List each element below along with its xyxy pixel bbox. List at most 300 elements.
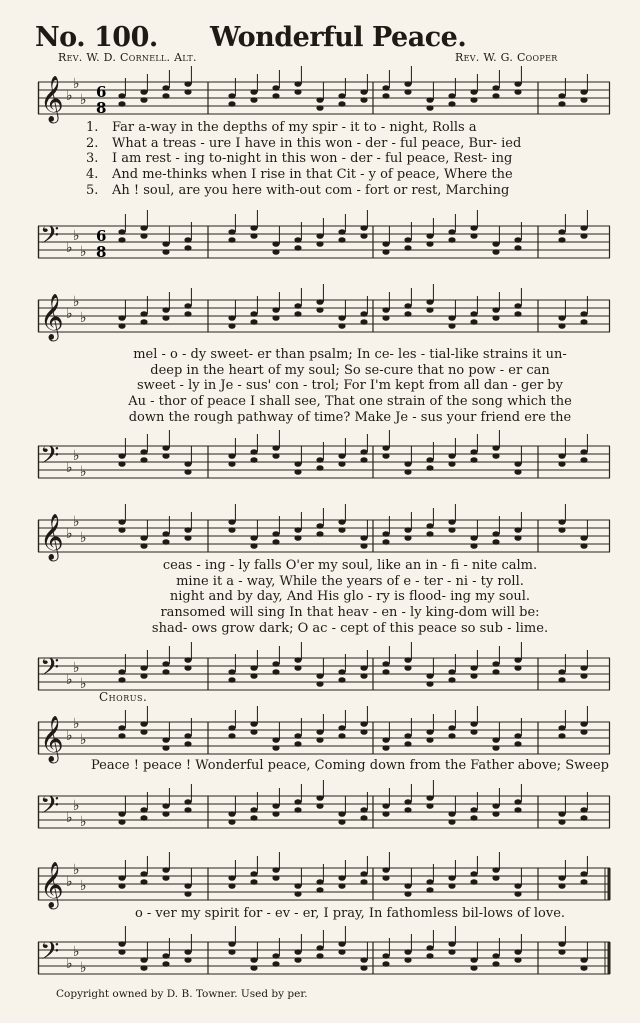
note-head [448,519,455,525]
note-head [250,457,257,463]
note-head [140,871,147,877]
note-head [580,311,587,317]
note-head [118,677,125,683]
note-head [118,819,125,825]
note-head [492,953,499,959]
note-head [360,807,367,813]
note-head [140,457,147,463]
note-head [184,665,191,671]
note-head [426,729,433,735]
lyric-line: ransomed will sing In that heav - en - ly king-dom will be: [160,605,540,621]
note-head [250,449,257,455]
note-head [558,733,565,739]
note-head [426,673,433,679]
note-head [316,97,323,103]
note-head [382,669,389,675]
note-head [580,965,587,971]
note-head [140,879,147,885]
note-head [448,677,455,683]
note-head [162,315,169,321]
note-head [250,535,257,541]
verse-line [86,136,612,152]
note-head [448,725,455,731]
note-head [514,891,521,897]
note-head [382,961,389,967]
note-head [580,457,587,463]
note-head [140,89,147,95]
note-head [404,89,411,95]
note-head [294,807,301,813]
verse-number: 4. [86,167,99,183]
flat-icon: ♭ [66,460,73,476]
note-head [558,949,565,955]
note-head [426,737,433,743]
note-head [558,941,565,947]
note-head [514,303,521,309]
note-head [514,461,521,467]
note-head [448,527,455,533]
note-head [184,799,191,805]
chorus-label: Chorus. [99,690,148,704]
note-head [228,677,235,683]
note-head [558,229,565,235]
note-head [382,811,389,817]
note-head [228,453,235,459]
note-head [316,531,323,537]
note-head [184,807,191,813]
note-head [382,953,389,959]
note-head [228,811,235,817]
note-head [272,539,279,545]
note-head [338,237,345,243]
note-head [162,307,169,313]
note-head [492,803,499,809]
bass-staff [38,932,610,984]
note-head [162,745,169,751]
lyric-line: ceas - ing - ly falls O'er my soul, like an in - fi - nite calm. [162,558,538,573]
flat-icon: ♭ [73,228,80,244]
note-head [272,315,279,321]
note-head [184,81,191,87]
time-signature-bottom: 8 [96,99,107,117]
note-head [316,953,323,959]
note-head [404,81,411,87]
note-head [228,941,235,947]
note-head [228,669,235,675]
note-head [448,453,455,459]
note-head [316,729,323,735]
note-head [118,527,125,533]
note-head [272,531,279,537]
note-head [382,249,389,255]
flat-icon: ♭ [66,526,73,542]
note-head [162,875,169,881]
verse-text: And me-thinks when I rise in that Cit - y of peace, Where the [112,167,513,183]
note-head [338,93,345,99]
note-head [580,871,587,877]
verse-number: 1. [86,120,99,135]
note-head [316,307,323,313]
treble-staff [38,72,610,124]
note-head [250,807,257,813]
note-head [470,449,477,455]
note-head [470,319,477,325]
note-head [558,883,565,889]
note-head [272,85,279,91]
note-head [272,669,279,675]
note-head [382,875,389,881]
note-head [470,665,477,671]
note-head [228,819,235,825]
flat-icon: ♭ [73,716,80,732]
verse-line [86,151,612,167]
note-head [426,953,433,959]
hymn-number: No. 100. [35,22,158,53]
note-head [360,319,367,325]
note-head [294,949,301,955]
note-head [272,737,279,743]
note-head [404,535,411,541]
note-head [514,245,521,251]
note-head [426,531,433,537]
note-head [250,665,257,671]
verse-number: 5. [86,182,99,198]
note-head [580,319,587,325]
note-head [382,315,389,321]
note-head [382,241,389,247]
note-head [580,535,587,541]
note-head [184,657,191,663]
note-head [162,669,169,675]
verse-line [86,120,612,136]
note-head [426,105,433,111]
verse-line [86,167,612,183]
note-head [294,657,301,663]
note-head [470,543,477,549]
note-head [514,657,521,663]
note-head [360,97,367,103]
note-head [492,85,499,91]
verse-text: Ah ! soul, are you here with-out com - fort or rest, Marching [112,182,510,198]
note-head [184,237,191,243]
note-head [514,311,521,317]
flat-icon: ♭ [80,530,87,546]
note-head [404,303,411,309]
note-head [228,237,235,243]
flat-icon: ♭ [73,798,80,814]
note-head [448,941,455,947]
note-head [580,957,587,963]
note-head [338,527,345,533]
note-head [492,961,499,967]
note-head [294,245,301,251]
note-head [360,543,367,549]
note-head [294,883,301,889]
time-signature-bottom: 8 [96,243,107,261]
note-head [360,535,367,541]
note-head [294,311,301,317]
note-head [426,803,433,809]
note-head [118,875,125,881]
note-head [338,875,345,881]
note-head [184,883,191,889]
note-head [404,469,411,475]
note-head [404,461,411,467]
flat-icon: ♭ [80,676,87,692]
note-head [360,665,367,671]
note-head [382,661,389,667]
note-head [250,225,257,231]
note-head [404,733,411,739]
lyric-line: Au - thor of peace I shall see, That one strain of the song which the [128,394,572,410]
note-head [580,721,587,727]
note-head [316,523,323,529]
note-head [316,887,323,893]
treble-staff [38,290,610,342]
note-head [316,795,323,801]
flat-icon: ♭ [73,294,80,310]
flat-icon: ♭ [66,88,73,104]
note-head [580,729,587,735]
note-head [470,673,477,679]
bass-clef-icon: 𝄢 [40,937,60,972]
note-head [382,867,389,873]
note-head [338,461,345,467]
note-head [294,81,301,87]
note-head [360,225,367,231]
note-head [404,311,411,317]
note-head [360,457,367,463]
note-head [162,539,169,545]
note-head [514,469,521,475]
verse-lyrics [86,120,612,199]
note-head [404,891,411,897]
bass-clef-icon: 𝄢 [40,221,60,256]
verse-text: I am rest - ing to-night in this won - der - ful peace, Rest- ing [112,151,513,167]
note-head [316,299,323,305]
note-head [360,815,367,821]
note-head [448,101,455,107]
note-head [184,469,191,475]
note-head [426,307,433,313]
note-head [470,871,477,877]
lyric-line: night and by day, And His glo - ry is flood- ing my soul. [169,589,531,605]
note-head [118,229,125,235]
note-head [580,97,587,103]
note-head [558,677,565,683]
chorus-lyric-line: Peace ! peace ! Wonderful peace, Coming down from the Father above; Sweep [90,758,609,773]
note-head [338,883,345,889]
chorus-lyric-line: o - ver my spirit for - ev - er, I pray, In fathomless bil-lows of love. [134,906,566,921]
note-head [404,245,411,251]
note-head [360,673,367,679]
flat-icon: ♭ [80,310,87,326]
note-head [118,725,125,731]
note-head [580,543,587,549]
note-head [514,799,521,805]
note-head [492,531,499,537]
note-head [514,89,521,95]
note-head [316,879,323,885]
note-head [448,811,455,817]
note-head [360,729,367,735]
note-head [470,311,477,317]
treble-clef-icon: 𝄞 [40,716,64,762]
note-head [514,949,521,955]
note-head [294,469,301,475]
note-head [118,733,125,739]
note-head [140,815,147,821]
note-head [140,729,147,735]
note-head [272,241,279,247]
note-head [580,815,587,821]
note-head [382,93,389,99]
note-head [360,965,367,971]
note-head [580,673,587,679]
note-head [118,811,125,817]
note-head [448,237,455,243]
note-head [492,745,499,751]
flat-icon: ♭ [66,810,73,826]
note-head [558,237,565,243]
note-head [514,535,521,541]
verse-lyrics [90,558,610,637]
note-head [558,519,565,525]
note-head [448,819,455,825]
treble-clef-icon: 𝄞 [40,514,64,560]
note-head [448,883,455,889]
flat-icon: ♭ [73,448,80,464]
flat-icon: ♭ [66,728,73,744]
note-head [426,465,433,471]
note-head [118,669,125,675]
note-head [338,725,345,731]
note-head [162,531,169,537]
note-head [404,741,411,747]
note-head [558,101,565,107]
note-head [250,721,257,727]
flat-icon: ♭ [80,92,87,108]
note-head [184,891,191,897]
note-head [404,527,411,533]
note-head [558,811,565,817]
note-head [162,453,169,459]
note-head [580,449,587,455]
note-head [250,815,257,821]
note-head [404,237,411,243]
note-head [426,299,433,305]
note-head [118,315,125,321]
note-head [514,741,521,747]
note-head [492,875,499,881]
note-head [580,665,587,671]
note-head [272,953,279,959]
note-head [404,949,411,955]
note-head [250,965,257,971]
note-head [426,523,433,529]
note-head [118,949,125,955]
note-head [316,105,323,111]
note-head [162,867,169,873]
note-head [338,229,345,235]
note-head [492,867,499,873]
note-head [294,535,301,541]
note-head [448,733,455,739]
verse-number: 2. [86,135,99,151]
note-head [294,733,301,739]
note-head [580,225,587,231]
note-head [360,721,367,727]
note-head [360,89,367,95]
note-head [162,811,169,817]
note-head [162,953,169,959]
note-head [470,879,477,885]
note-head [228,101,235,107]
note-head [294,665,301,671]
note-head [250,89,257,95]
note-head [294,891,301,897]
note-head [118,101,125,107]
note-head [140,225,147,231]
note-head [558,323,565,329]
treble-staff [38,712,610,764]
note-head [118,941,125,947]
lyric-line: sweet - ly in Je - sus' con - trol; For I'm kept from all dan - ger by [137,378,563,394]
time-signature-top: 6 [96,227,107,245]
note-head [162,803,169,809]
verse-text: Far a-way in the depths of my spir - it to - night, Rolls a [112,120,477,135]
note-head [580,233,587,239]
note-head [140,807,147,813]
note-head [294,741,301,747]
note-head [184,741,191,747]
note-head [338,669,345,675]
note-head [316,457,323,463]
note-head [228,315,235,321]
note-head [492,249,499,255]
note-head [470,729,477,735]
note-head [250,871,257,877]
flat-icon: ♭ [66,874,73,890]
bass-clef-icon: 𝄢 [40,653,60,688]
note-head [316,241,323,247]
note-head [426,681,433,687]
note-head [360,871,367,877]
note-head [338,733,345,739]
note-head [140,311,147,317]
note-head [514,807,521,813]
note-head [558,527,565,533]
note-head [492,539,499,545]
note-head [316,465,323,471]
note-head [272,661,279,667]
flat-icon: ♭ [73,514,80,530]
note-head [162,661,169,667]
note-head [448,875,455,881]
note-head [404,799,411,805]
note-head [184,311,191,317]
treble-staff [38,510,610,562]
note-head [250,311,257,317]
note-head [492,241,499,247]
note-head [338,677,345,683]
note-head [404,883,411,889]
note-head [272,249,279,255]
note-head [162,93,169,99]
note-head [228,527,235,533]
note-head [118,519,125,525]
treble-clef-icon: 𝄞 [40,862,64,908]
